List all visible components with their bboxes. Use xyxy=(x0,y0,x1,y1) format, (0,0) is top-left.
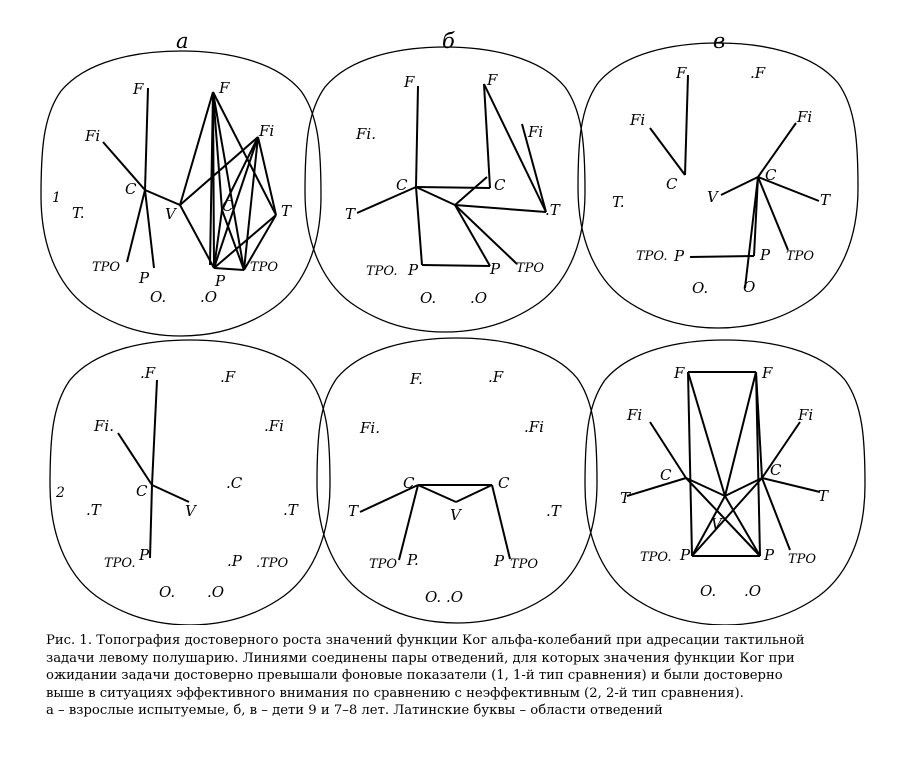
lead-label-P-right: .P xyxy=(227,552,242,570)
caption-line-2: задачи левому полушарию. Линиями соединены пары отведений, для которых значения функции Ког при xyxy=(46,650,795,666)
lead-label-T-left: T. xyxy=(72,204,85,222)
lead-label-TPO-left: TPO. xyxy=(640,550,672,565)
lead-label-C-left: C xyxy=(125,180,137,198)
lead-label-Fi-right: Fi xyxy=(798,406,814,424)
connection-a1-c-fi xyxy=(103,142,145,190)
connection-b1-v-p xyxy=(455,205,490,266)
lead-label-F-left: F xyxy=(676,64,687,82)
lead-label-TPO-right: TPO xyxy=(516,261,545,276)
lead-label-C-left: C xyxy=(136,482,148,500)
lead-label-T-left: T xyxy=(345,205,356,223)
head-outline-a2 xyxy=(50,340,330,625)
connection-a1-c-p xyxy=(145,190,154,268)
connection-a2-c-v xyxy=(152,485,189,502)
lead-label-Fi-left: Fi xyxy=(630,111,646,129)
connection-v2-c2-t xyxy=(762,478,820,492)
connection-v1-c-fi2 xyxy=(758,123,796,177)
lead-label-F-right: F xyxy=(487,71,498,89)
lead-label-TPO-left: TPO. xyxy=(636,249,668,264)
connection-a1-c-p2 xyxy=(214,210,222,268)
caption-line-4: выше в ситуациях эффективного внимания по сравнению с неэффективным (2, 2-й тип сравнения). xyxy=(46,685,744,701)
lead-label-O-left: O. xyxy=(700,582,717,600)
connection-b1-v-f xyxy=(455,177,487,205)
lead-label-TPO-left: TPO xyxy=(369,557,398,572)
lead-label-T-left: T xyxy=(348,502,359,520)
lead-label-C-right: C xyxy=(765,166,777,184)
connection-b1-p-p xyxy=(422,265,490,266)
connection-v2-c-v xyxy=(686,478,725,496)
lead-label-V: V xyxy=(185,502,196,520)
connection-v2-c2-v xyxy=(725,478,762,496)
lead-label-P-right: P xyxy=(494,552,505,570)
connection-b1-c-p xyxy=(416,187,422,265)
connection-a1-fi-t xyxy=(258,137,276,215)
connection-a1-c-tpo xyxy=(127,190,145,262)
connection-a2-c-p xyxy=(150,485,152,558)
lead-label-O-left: O. xyxy=(150,288,167,306)
lead-label-C-left: C xyxy=(666,175,678,193)
head-outline-a1 xyxy=(41,51,321,336)
lead-label-T-right: .T xyxy=(546,502,561,520)
lead-label-Fi-right: Fi xyxy=(797,108,813,126)
head-outline-b1 xyxy=(305,47,585,332)
connection-v2-c2-tpo xyxy=(762,478,790,550)
lead-label-O-right: .O xyxy=(207,583,225,601)
panel-b-row1 xyxy=(305,47,585,332)
lead-label-F-left: F. xyxy=(410,370,423,388)
lead-label-V: V xyxy=(450,506,461,524)
lead-label-P-left: P xyxy=(139,546,150,564)
lead-label-TPO-right: TPO xyxy=(250,260,279,275)
lead-label-Fi-left: Fi. xyxy=(356,125,376,143)
head-outline-v2 xyxy=(585,340,865,625)
lead-label-T-right: T xyxy=(820,191,831,209)
head-outline-v1 xyxy=(578,43,858,328)
lead-label-O-left: O. xyxy=(692,279,709,297)
lead-label-O-left: O. xyxy=(420,289,437,307)
lead-label-TPO-right: TPO xyxy=(510,557,539,572)
lead-label-Fi-right: Fi xyxy=(528,123,544,141)
connection-a1-c-tpo2 xyxy=(222,210,244,270)
lead-label-P-right: P xyxy=(764,546,775,564)
connection-v1-c-v xyxy=(721,177,758,195)
lead-label-TPO-left: TPO. xyxy=(366,264,398,279)
lead-label-P-left: P xyxy=(408,261,419,279)
lead-label-P-left: P xyxy=(139,269,150,287)
connection-a1-c-v xyxy=(145,190,180,205)
caption-line-1: Рис. 1. Топография достоверного роста значений функции Ког альфа-колебаний при адресации тактильной xyxy=(46,633,805,648)
lead-label-P-right: P xyxy=(490,260,501,278)
panel-a-row2 xyxy=(50,340,330,625)
lead-label-P-left: P xyxy=(680,546,691,564)
lead-label-F-left: .F xyxy=(140,364,156,382)
lead-label-C-left: C xyxy=(403,474,415,492)
panel-b-row2 xyxy=(317,338,597,623)
lead-label-TPO-right: TPO xyxy=(788,552,817,567)
lead-label-T-right: T xyxy=(818,487,829,505)
lead-label-Fi-left: Fi xyxy=(85,127,101,145)
lead-label-V: V xyxy=(165,205,176,223)
lead-label-Fi-left: Fi xyxy=(627,406,643,424)
lead-label-Fi-right: .Fi xyxy=(524,418,544,436)
lead-label-V: V xyxy=(711,515,722,533)
caption-line-3: ожидании задачи достоверно превышали фоновые показатели (1, 1-й тип сравнения) и были достоверно xyxy=(46,668,783,683)
lead-label-Fi-right: Fi xyxy=(259,122,275,140)
connection-b2-c2-p xyxy=(492,485,510,559)
connection-b1-c-v xyxy=(416,187,455,205)
lead-label-C-right: C xyxy=(770,461,782,479)
panel-v-row1 xyxy=(578,43,858,328)
lead-label-C-right: .C xyxy=(226,474,243,492)
connection-v2-c-t xyxy=(627,478,686,496)
lead-label-T-left: .T xyxy=(86,501,101,519)
lead-label-F-left: F xyxy=(133,80,144,98)
connection-a2-c-fi xyxy=(118,433,152,485)
lead-label-Fi-right: .Fi xyxy=(264,417,284,435)
connection-b2-c-v xyxy=(418,485,456,502)
lead-label-Fi-left: Fi. xyxy=(360,419,380,437)
lead-label-P-right: P xyxy=(760,246,771,264)
connection-a1-v-p xyxy=(180,205,214,268)
connection-v1-p-p xyxy=(690,256,754,257)
column-label-a: а xyxy=(176,29,189,53)
head-outline-b2 xyxy=(317,338,597,623)
lead-label-T-left: T xyxy=(620,489,631,507)
connection-b1-c-c xyxy=(416,187,490,188)
lead-label-T-right: T xyxy=(281,202,292,220)
row-label-1: 1 xyxy=(52,190,61,206)
panel-a-row1 xyxy=(41,51,321,336)
panel-v-row2 xyxy=(585,340,865,625)
lead-label-O-left: O. xyxy=(159,583,176,601)
lead-label-F-right: .F xyxy=(488,368,504,386)
lead-label-C-left: C xyxy=(660,466,672,484)
lead-label-F-right: .F xyxy=(750,64,766,82)
connection-b2-c2-v xyxy=(456,485,492,502)
lead-label-C-right: C xyxy=(494,176,506,194)
lead-label-P-right: P xyxy=(215,272,226,290)
lead-label-O-right: O xyxy=(743,278,756,296)
connection-b1-c-f xyxy=(416,86,418,187)
connection-v2-f2-v xyxy=(725,372,756,496)
lead-label-F-right: .F xyxy=(220,368,236,386)
lead-label-Fi-left: Fi. xyxy=(94,417,114,435)
lead-label-F-left: F xyxy=(674,364,685,382)
lead-label-P-left: P xyxy=(674,247,685,265)
lead-label-C-right: C xyxy=(222,197,234,215)
lead-label-TPO-left: TPO. xyxy=(104,556,136,571)
lead-label-F-right: F xyxy=(219,79,230,97)
column-label-v: в xyxy=(713,29,726,53)
lead-label-O-pair: O. .O xyxy=(425,588,464,606)
lead-label-F-right: F xyxy=(762,364,773,382)
connection-b1-f-c xyxy=(484,84,490,188)
connection-a1-v-f xyxy=(180,92,213,205)
connection-b1-v-tpo xyxy=(455,205,517,264)
lead-label-O-right: .O xyxy=(744,582,762,600)
row-label-2: 2 xyxy=(56,485,65,501)
figure-caption xyxy=(46,632,888,720)
connection-v1-c-fi xyxy=(650,128,685,175)
column-label-b: б xyxy=(442,29,455,53)
lead-label-O-right: .O xyxy=(200,288,218,306)
lead-label-P-left: P. xyxy=(407,551,419,569)
caption-line-5: а – взрослые испытуемые, б, в – дети 9 и 7–8 лет. Латинские буквы – области отведений xyxy=(46,703,663,718)
connection-b1-v-t xyxy=(455,205,546,212)
lead-label-C-left: C xyxy=(396,176,408,194)
connection-a2-c-f xyxy=(152,380,157,485)
connection-a1-c-f xyxy=(145,88,148,190)
lead-label-T-right: .T xyxy=(545,201,560,219)
lead-label-TPO-left: TPO xyxy=(92,260,121,275)
lead-label-TPO-right: TPO xyxy=(786,249,815,264)
lead-label-TPO-right: .TPO xyxy=(256,556,289,571)
connection-v1-c-f xyxy=(685,75,688,175)
connection-v2-f-v xyxy=(688,372,725,496)
lead-label-C-right: C xyxy=(498,474,510,492)
lead-label-F-left: F xyxy=(404,73,415,91)
lead-label-O-right: .O xyxy=(470,289,488,307)
connection-b2-c-tpo xyxy=(399,485,418,560)
lead-label-T-left: T. xyxy=(612,193,625,211)
lead-label-T-right: .T xyxy=(283,501,298,519)
lead-label-V: V xyxy=(707,188,718,206)
connection-v2-f-p xyxy=(688,372,692,556)
connection-a1-p-tpo xyxy=(214,268,244,270)
